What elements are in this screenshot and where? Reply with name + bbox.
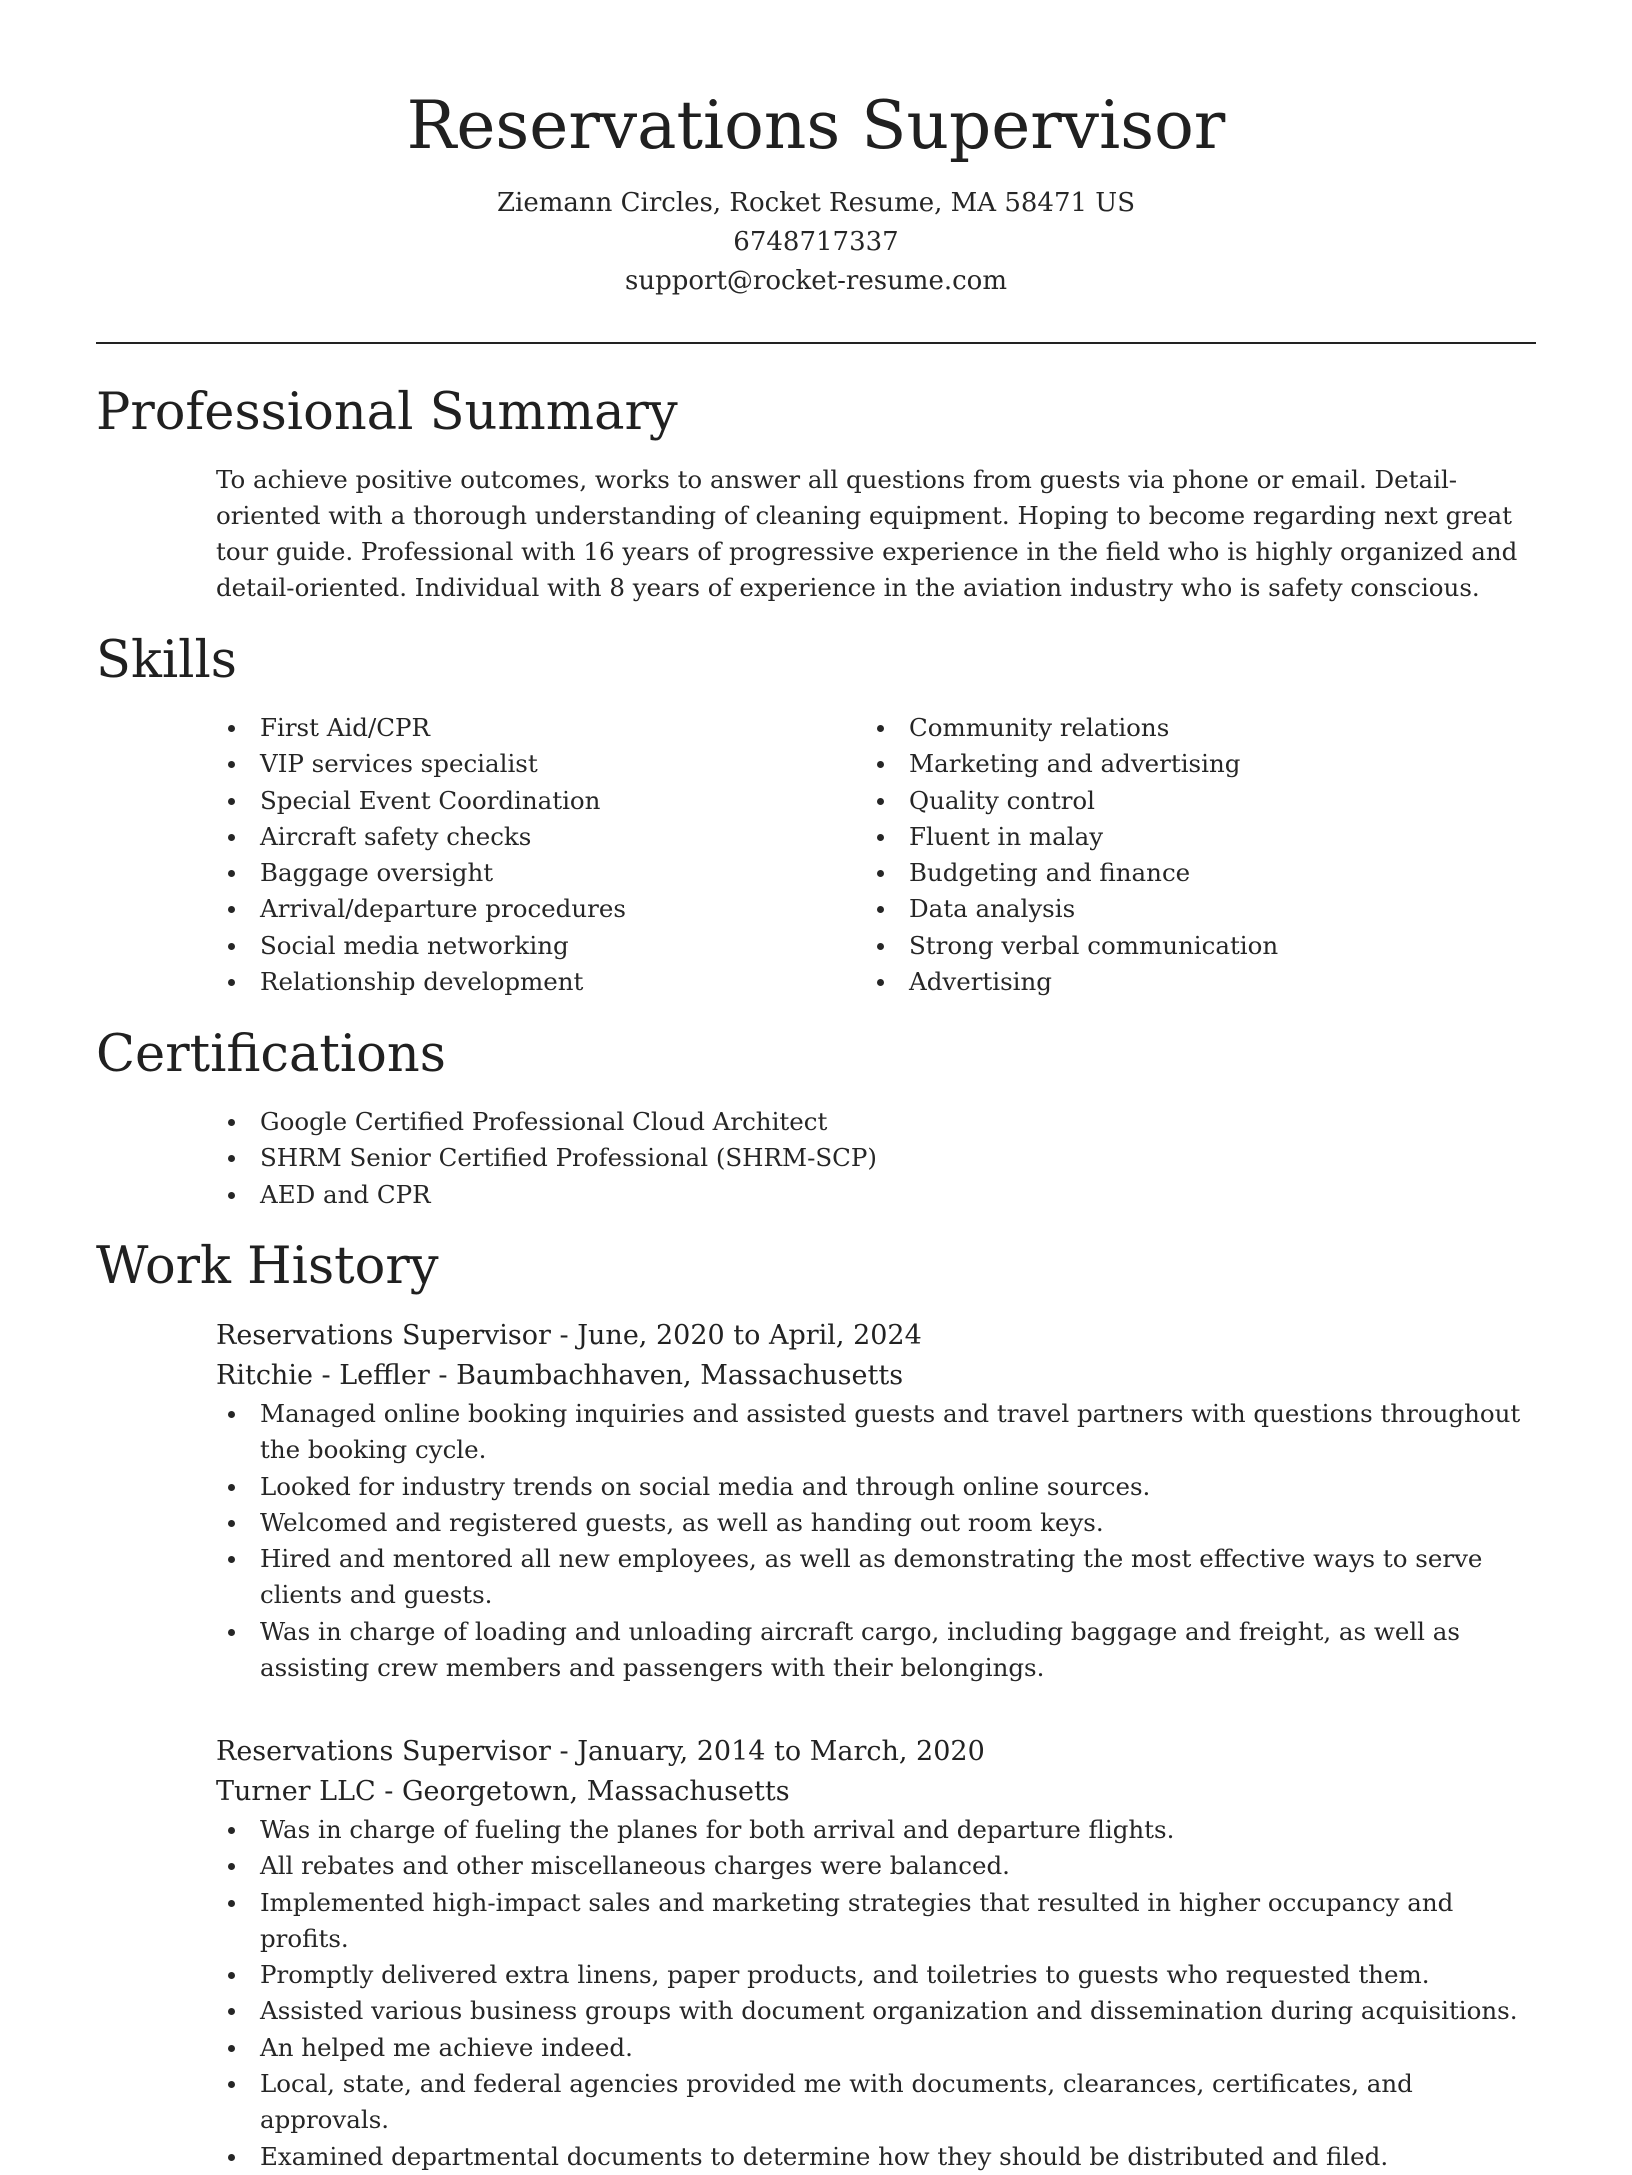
list-item: First Aid/CPR <box>216 710 816 746</box>
list-item: AED and CPR <box>216 1177 1516 1213</box>
certifications-heading: Certifications <box>96 1025 446 1084</box>
list-item: Implemented high-impact sales and marketing strategies that resulted in higher occupancy and profits. <box>216 1885 1536 1958</box>
phone-text: 6748717337 <box>733 227 899 257</box>
list-item: Arrival/departure procedures <box>216 891 816 927</box>
summary-heading: Professional Summary <box>96 383 678 442</box>
list-item: Looked for industry trends on social media and through online sources. <box>216 1469 1536 1505</box>
list-item: Examined departmental documents to determine how they should be distributed and filed. <box>216 2139 1536 2175</box>
job-company-line: Turner LLC - Georgetown, Massachusetts <box>216 1776 790 1807</box>
list-item: Baggage oversight <box>216 855 816 891</box>
list-item: Strong verbal communication <box>865 928 1505 964</box>
address-text: Ziemann Circles, Rocket Resume, MA 58471 US <box>496 188 1136 218</box>
list-item: Local, state, and federal agencies provided me with documents, clearances, certificates, and approvals. <box>216 2066 1536 2139</box>
list-item: Was in charge of fueling the planes for both arrival and departure flights. <box>216 1812 1536 1848</box>
job-company-line: Ritchie - Leffler - Baumbachhaven, Massachusetts <box>216 1360 904 1391</box>
list-item: Welcomed and registered guests, as well as handing out room keys. <box>216 1505 1536 1541</box>
list-item: Managed online booking inquiries and assisted guests and travel partners with questions throughout the booking cycle. <box>216 1396 1536 1469</box>
list-item: Hired and mentored all new employees, as well as demonstrating the most effective ways to serve clients and guests. <box>216 1541 1536 1614</box>
list-item: Was in charge of loading and unloading aircraft cargo, including baggage and freight, as well as assisting crew members and passengers with their belongings. <box>216 1614 1536 1687</box>
skills-heading: Skills <box>96 631 237 690</box>
list-item: Social media networking <box>216 928 816 964</box>
list-item: Quality control <box>865 783 1505 819</box>
skills-list-right <box>865 710 1505 1000</box>
resume-header <box>0 82 1632 301</box>
list-item: VIP services specialist <box>216 746 816 782</box>
job-bullets <box>216 1396 1536 1686</box>
job-entry-2 <box>216 1732 1536 2175</box>
header-divider <box>96 342 1536 344</box>
work-history-heading: Work History <box>96 1237 439 1296</box>
list-item: SHRM Senior Certified Professional (SHRM-SCP) <box>216 1140 1516 1176</box>
list-item: Aircraft safety checks <box>216 819 816 855</box>
list-item: Data analysis <box>865 891 1505 927</box>
job-title-line: Reservations Supervisor - June, 2020 to April, 2024 <box>216 1320 922 1351</box>
candidate-name: Reservations Supervisor <box>406 87 1226 164</box>
job-entry-1 <box>216 1316 1536 1686</box>
certifications-list <box>216 1104 1516 1213</box>
email-text: support@rocket-resume.com <box>624 266 1007 296</box>
list-item: Relationship development <box>216 964 816 1000</box>
list-item: Special Event Coordination <box>216 783 816 819</box>
list-item: An helped me achieve indeed. <box>216 2030 1536 2066</box>
list-item: Promptly delivered extra linens, paper products, and toiletries to guests who requested them. <box>216 1957 1536 1993</box>
list-item: Advertising <box>865 964 1505 1000</box>
list-item: All rebates and other miscellaneous charges were balanced. <box>216 1848 1536 1884</box>
summary-text: To achieve positive outcomes, works to answer all questions from guests via phone or email. Detail-oriented with a thorough understanding of cleaning equipment. Hoping to become regarding next great tour guide. Professional with 16 years of progressive experience in the field who is highly organized and detail-oriented. Individual with 8 years of experience in the aviation industry who is safety conscious. <box>216 465 1518 602</box>
job-bullets <box>216 1812 1536 2175</box>
list-item: Fluent in malay <box>865 819 1505 855</box>
list-item: Marketing and advertising <box>865 746 1505 782</box>
list-item: Google Certified Professional Cloud Architect <box>216 1104 1516 1140</box>
skills-list-left <box>216 710 816 1000</box>
list-item: Assisted various business groups with document organization and dissemination during acquisitions. <box>216 1993 1536 2029</box>
list-item: Community relations <box>865 710 1505 746</box>
list-item: Budgeting and finance <box>865 855 1505 891</box>
job-title-line: Reservations Supervisor - January, 2014 to March, 2020 <box>216 1736 985 1767</box>
